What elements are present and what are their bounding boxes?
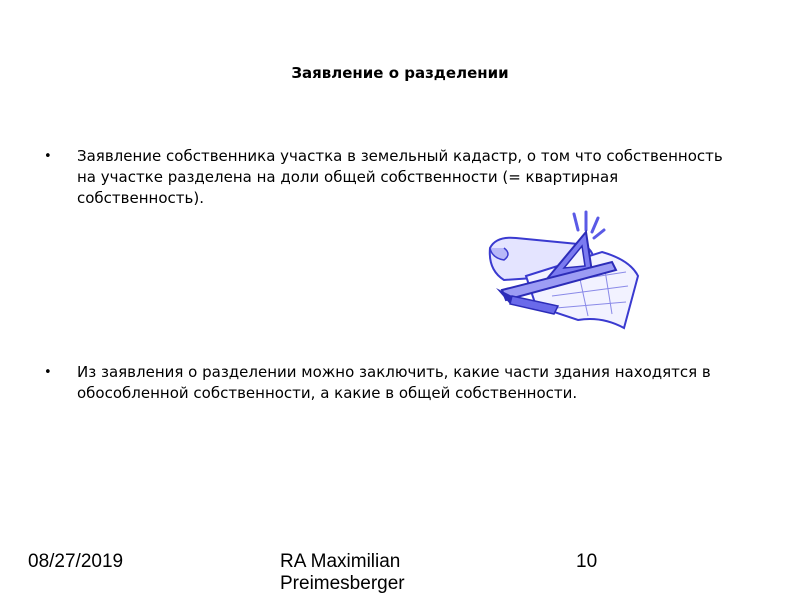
bullet-text: Из заявления о разделении можно заключить, какие части здания находятся в обособленной собственности, а какие в общей собственности. [77,363,711,402]
bullet-marker: • [44,149,52,164]
bullet-marker: • [44,365,52,380]
slide-title: Заявление о разделении [291,64,509,82]
bullet-text: Заявление собственника участка в земельный кадастр, о том что собственность на участке разделена на доли общей собственности (= квартирная собственность). [77,147,723,207]
blueprint-triangle-icon [482,210,642,330]
footer-date: 08/27/2019 [28,551,124,572]
footer-page-number: 10 [576,551,598,572]
bullet-item [44,362,724,404]
footer-author: RA Maximilian Preimesberger [280,551,405,594]
bullet-item [44,146,724,209]
